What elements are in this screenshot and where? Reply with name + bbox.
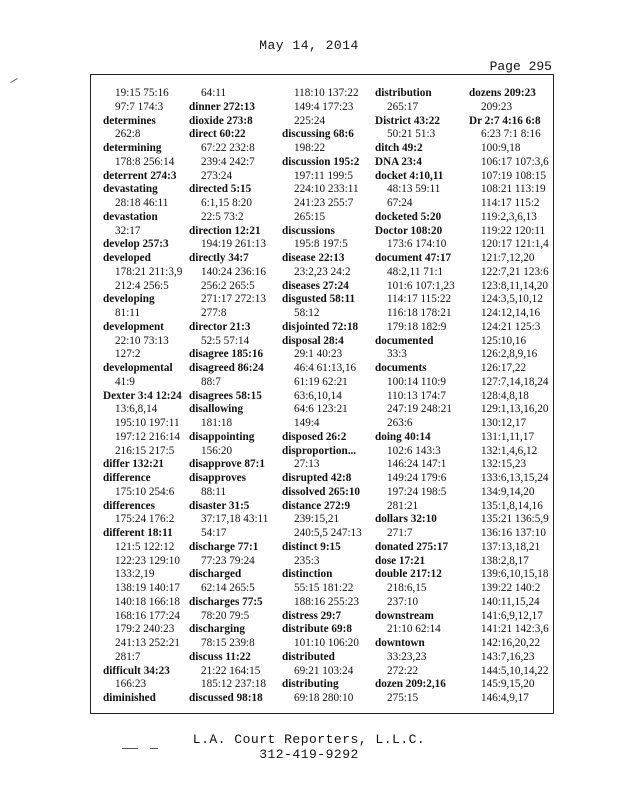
index-reference: 114:17 115:2 bbox=[481, 197, 540, 209]
index-reference: 135:21 136:5,9 bbox=[481, 513, 549, 526]
index-term: discuss 11:22 bbox=[189, 650, 251, 663]
index-reference: 281:21 bbox=[387, 499, 419, 512]
index-reference: 124:12,14,16 bbox=[481, 307, 541, 319]
index-column-5 bbox=[469, 87, 549, 706]
index-term: distance 272:9 bbox=[282, 499, 351, 512]
index-reference: 67:24 bbox=[387, 197, 413, 209]
index-reference: 123:8,11,14,20 bbox=[481, 279, 549, 292]
index-reference: 181:18 bbox=[201, 417, 233, 429]
index-term: dioxide 273:8 bbox=[189, 114, 253, 127]
index-reference: 13:6,8,14 bbox=[115, 403, 158, 416]
index-term: deterrent 274:3 bbox=[103, 169, 177, 182]
index-reference: 116:18 178:21 bbox=[387, 307, 452, 319]
index-term: docketed 5:20 bbox=[375, 210, 442, 223]
index-reference: 237:10 bbox=[387, 595, 419, 608]
index-reference: 88:7 bbox=[201, 375, 221, 388]
index-reference: 149:24 179:6 bbox=[387, 472, 447, 484]
index-term: director 21:3 bbox=[189, 320, 251, 333]
index-reference: 141:6,9,12,17 bbox=[481, 609, 543, 622]
index-reference: 135:1,8,14,16 bbox=[481, 499, 543, 512]
index-reference: 107:19 108:15 bbox=[481, 169, 546, 182]
index-term: discharged bbox=[189, 568, 242, 581]
index-reference: 118:10 137:22 bbox=[294, 87, 359, 99]
index-reference: 140:18 166:18 bbox=[115, 595, 180, 608]
index-reference: 64:11 bbox=[201, 87, 227, 99]
index-reference: 138:19 140:17 bbox=[115, 582, 180, 594]
index-reference: 37:17,18 43:11 bbox=[201, 513, 269, 526]
index-reference: 58:12 bbox=[294, 307, 320, 319]
index-reference: 100:9,18 bbox=[481, 142, 521, 154]
index-reference: 156:20 bbox=[201, 444, 233, 457]
index-reference: 168:16 177:24 bbox=[115, 609, 180, 622]
index-term: disaster 31:5 bbox=[189, 499, 250, 512]
scan-mark-bottom-left bbox=[122, 748, 138, 749]
index-term: document 47:17 bbox=[375, 252, 452, 264]
index-reference: 54:17 bbox=[201, 527, 227, 539]
index-reference: 19:15 75:16 bbox=[115, 87, 169, 99]
index-term: determines bbox=[103, 114, 156, 127]
index-reference: 198:22 bbox=[294, 142, 326, 154]
index-reference: 134:9,14,20 bbox=[481, 485, 535, 498]
index-reference: 48:13 59:11 bbox=[387, 183, 441, 196]
transcript-date: May 14, 2014 bbox=[259, 38, 359, 53]
scan-mark-left bbox=[10, 78, 17, 83]
index-term: devastation bbox=[103, 210, 158, 223]
index-reference: 126:17,22 bbox=[481, 362, 527, 374]
index-term: dose 17:21 bbox=[375, 554, 426, 567]
index-reference: 121:7,12,20 bbox=[481, 252, 535, 264]
index-term: dozens 209:23 bbox=[469, 87, 536, 99]
index-term: disgusted 58:11 bbox=[282, 293, 356, 306]
index-term: developed bbox=[103, 252, 151, 264]
index-term: Dexter 3:4 12:24 bbox=[103, 389, 182, 402]
index-term: direction 12:21 bbox=[189, 224, 261, 237]
index-term: Doctor 108:20 bbox=[375, 224, 443, 237]
index-reference: 55:15 181:22 bbox=[294, 582, 354, 594]
index-reference: 146:24 147:1 bbox=[387, 458, 447, 471]
index-reference: 33:3 bbox=[387, 348, 407, 361]
index-reference: 106:17 107:3,6 bbox=[481, 155, 549, 168]
index-reference: 81:11 bbox=[115, 307, 141, 319]
index-term: discharges 77:5 bbox=[189, 595, 263, 608]
index-term: DNA 23:4 bbox=[375, 155, 422, 168]
index-term: discussing 68:6 bbox=[282, 128, 354, 141]
index-reference: 63:6,10,14 bbox=[294, 389, 342, 402]
index-reference: 69:21 103:24 bbox=[294, 664, 354, 677]
index-reference: 144:5,10,14,22 bbox=[481, 664, 549, 677]
index-term: diseases 27:24 bbox=[282, 279, 349, 292]
index-reference: 149:4 bbox=[294, 417, 320, 429]
index-reference: 277:8 bbox=[201, 307, 227, 319]
index-reference: 48:2,11 71:1 bbox=[387, 265, 444, 278]
index-term: distributing bbox=[282, 678, 339, 691]
footer-reporter: L.A. Court Reporters, L.L.C. bbox=[192, 732, 426, 747]
index-reference: 271:17 272:13 bbox=[201, 293, 266, 306]
index-reference: 32:17 bbox=[115, 224, 141, 237]
index-reference: 133:6,13,15,24 bbox=[481, 472, 549, 484]
index-column-1 bbox=[103, 87, 182, 706]
index-reference: 137:13,18,21 bbox=[481, 540, 541, 553]
index-reference: 101:10 106:20 bbox=[294, 637, 359, 649]
index-reference: 78:20 79:5 bbox=[201, 609, 250, 622]
index-reference: 212:4 256:5 bbox=[115, 279, 169, 292]
index-reference: 52:5 57:14 bbox=[201, 334, 250, 347]
index-term: disapprove 87:1 bbox=[189, 458, 265, 471]
index-reference: 239:15,21 bbox=[294, 513, 340, 526]
index-term: differences bbox=[103, 499, 155, 512]
index-reference: 6:23 7:1 8:16 bbox=[481, 128, 541, 141]
index-reference: 27:13 bbox=[294, 458, 320, 471]
index-reference: 64:6 123:21 bbox=[294, 403, 348, 416]
index-reference: 235:3 bbox=[294, 554, 320, 567]
index-term: directed 5:15 bbox=[189, 183, 252, 196]
index-reference: 23:2,23 24:2 bbox=[294, 265, 351, 278]
index-reference: 139:6,10,15,18 bbox=[481, 568, 549, 581]
index-reference: 225:24 bbox=[294, 114, 326, 127]
index-reference: 197:11 199:5 bbox=[294, 169, 353, 182]
index-term: development bbox=[103, 320, 164, 333]
index-reference: 216:15 217:5 bbox=[115, 444, 175, 457]
index-reference: 239:4 242:7 bbox=[201, 155, 255, 168]
index-term: distinct 9:15 bbox=[282, 540, 341, 553]
index-reference: 33:23,23 bbox=[387, 650, 427, 663]
index-term: discussed 98:18 bbox=[189, 692, 263, 704]
index-reference: 61:19 62:21 bbox=[294, 375, 348, 388]
footer-phone: 312-419-9292 bbox=[259, 747, 359, 762]
index-reference: 121:5 122:12 bbox=[115, 540, 175, 553]
index-reference: 101:6 107:1,23 bbox=[387, 279, 455, 292]
index-reference: 46:4 61:13,16 bbox=[294, 362, 357, 374]
index-term: distress 29:7 bbox=[282, 609, 342, 622]
index-term: differ 132:21 bbox=[103, 458, 165, 471]
index-box bbox=[90, 74, 554, 714]
index-reference: 265:15 bbox=[294, 210, 326, 223]
index-term: documents bbox=[375, 362, 427, 374]
index-term: disallowing bbox=[189, 403, 244, 416]
index-term: different 18:11 bbox=[103, 527, 173, 539]
index-reference: 120:17 121:1,4 bbox=[481, 238, 549, 251]
index-reference: 145:9,15,20 bbox=[481, 678, 535, 691]
index-reference: 241:13 252:21 bbox=[115, 637, 180, 649]
index-reference: 263:6 bbox=[387, 417, 413, 429]
index-reference: 97:7 174:3 bbox=[115, 100, 164, 113]
index-reference: 127:2 bbox=[115, 348, 141, 361]
index-term: ditch 49:2 bbox=[375, 142, 423, 154]
index-reference: 149:4 177:23 bbox=[294, 100, 354, 113]
index-reference: 240:5,5 247:13 bbox=[294, 527, 362, 539]
index-term: disjointed 72:18 bbox=[282, 320, 359, 333]
index-reference: 50:21 51:3 bbox=[387, 128, 436, 141]
index-reference: 197:12 216:14 bbox=[115, 430, 180, 443]
index-reference: 175:10 254:6 bbox=[115, 485, 175, 498]
index-reference: 256:2 265:5 bbox=[201, 279, 255, 292]
index-reference: 124:21 125:3 bbox=[481, 320, 541, 333]
index-term: distribute 69:8 bbox=[282, 623, 352, 636]
index-column-4 bbox=[375, 87, 455, 706]
index-reference: 129:1,13,16,20 bbox=[481, 403, 549, 416]
index-reference: 224:10 233:11 bbox=[294, 183, 359, 196]
index-column-3 bbox=[282, 87, 362, 706]
index-term: docket 4:10,11 bbox=[375, 169, 444, 182]
index-reference: 195:10 197:11 bbox=[115, 417, 180, 429]
index-reference: 143:7,16,23 bbox=[481, 650, 535, 663]
index-reference: 281:7 bbox=[115, 650, 141, 663]
index-term: disapproves bbox=[189, 472, 246, 484]
index-term: double 217:12 bbox=[375, 568, 442, 581]
index-reference: 108:21 113:19 bbox=[481, 183, 546, 196]
index-term: downtown bbox=[375, 637, 425, 649]
index-reference: 188:16 255:23 bbox=[294, 595, 359, 608]
index-reference: 21:22 164:15 bbox=[201, 664, 261, 677]
index-term: developmental bbox=[103, 362, 173, 374]
index-term: developing bbox=[103, 293, 155, 306]
index-reference: 271:7 bbox=[387, 527, 413, 539]
index-term: disproportion... bbox=[282, 444, 357, 457]
index-term: determining bbox=[103, 142, 162, 154]
index-reference: 78:15 239:8 bbox=[201, 637, 255, 649]
index-reference: 275:15 bbox=[387, 692, 419, 704]
index-reference: 69:18 280:10 bbox=[294, 692, 354, 704]
index-reference: 29:1 40:23 bbox=[294, 348, 343, 361]
index-term: difficult 34:23 bbox=[103, 664, 170, 677]
index-reference: 28:18 46:11 bbox=[115, 197, 169, 209]
index-column-2 bbox=[189, 87, 268, 706]
index-reference: 126:2,8,9,16 bbox=[481, 348, 538, 361]
index-reference: 127:7,14,18,24 bbox=[481, 375, 549, 388]
index-reference: 125:10,16 bbox=[481, 334, 527, 347]
index-term: disrupted 42:8 bbox=[282, 472, 352, 484]
index-reference: 138:2,8,17 bbox=[481, 554, 529, 567]
index-reference: 122:7,21 123:6 bbox=[481, 265, 549, 278]
index-term: dinner 272:13 bbox=[189, 100, 255, 113]
index-reference: 110:13 174:7 bbox=[387, 389, 446, 402]
index-reference: 6:1,15 8:20 bbox=[201, 197, 252, 209]
index-reference: 22:5 73:2 bbox=[201, 210, 244, 223]
index-reference: 272:22 bbox=[387, 664, 419, 677]
index-reference: 197:24 198:5 bbox=[387, 485, 447, 498]
index-reference: 62:14 265:5 bbox=[201, 582, 255, 594]
index-reference: 241:23 255:7 bbox=[294, 197, 354, 209]
index-term: discussion 195:2 bbox=[282, 155, 360, 168]
index-reference: 130:12,17 bbox=[481, 417, 527, 429]
index-reference: 141:21 142:3,6 bbox=[481, 623, 549, 636]
index-term: disease 22:13 bbox=[282, 252, 345, 264]
index-reference: 194:19 261:13 bbox=[201, 238, 266, 251]
page-number: Page 295 bbox=[489, 59, 552, 74]
index-reference: 22:10 73:13 bbox=[115, 334, 169, 347]
index-term: difference bbox=[103, 472, 151, 484]
index-reference: 114:17 115:22 bbox=[387, 293, 452, 306]
index-reference: 131:1,11,17 bbox=[481, 430, 535, 443]
index-term: disposed 26:2 bbox=[282, 430, 347, 443]
index-term: disagreed 86:24 bbox=[189, 362, 264, 374]
index-reference: 132:1,4,6,12 bbox=[481, 444, 538, 457]
index-reference: 273:24 bbox=[201, 169, 233, 182]
index-term: donated 275:17 bbox=[375, 540, 449, 553]
index-term: discussions bbox=[282, 224, 335, 237]
index-reference: 262:8 bbox=[115, 128, 141, 141]
index-reference: 119:22 120:11 bbox=[481, 224, 546, 237]
index-reference: 195:8 197:5 bbox=[294, 238, 348, 251]
index-term: develop 257:3 bbox=[103, 238, 169, 251]
index-reference: 77:23 79:24 bbox=[201, 554, 255, 567]
index-term: directly 34:7 bbox=[189, 252, 249, 264]
index-term: Dr 2:7 4:16 6:8 bbox=[469, 114, 541, 127]
index-reference: 175:24 176:2 bbox=[115, 513, 175, 526]
index-reference: 209:23 bbox=[481, 100, 513, 113]
index-reference: 265:17 bbox=[387, 100, 419, 113]
index-reference: 166:23 bbox=[115, 678, 147, 691]
index-term: doing 40:14 bbox=[375, 430, 431, 443]
index-reference: 67:22 232:8 bbox=[201, 142, 255, 154]
index-term: discharge 77:1 bbox=[189, 540, 259, 553]
index-reference: 179:18 182:9 bbox=[387, 320, 447, 333]
index-reference: 132:15,23 bbox=[481, 458, 527, 471]
index-term: distribution bbox=[375, 87, 432, 99]
index-reference: 142:16,20,22 bbox=[481, 637, 541, 649]
index-reference: 178:21 211:3,9 bbox=[115, 265, 183, 278]
index-term: disagrees 58:15 bbox=[189, 389, 262, 402]
scan-mark-bottom bbox=[150, 748, 158, 749]
index-reference: 140:11,15,24 bbox=[481, 595, 540, 608]
index-term: District 43:22 bbox=[375, 114, 440, 127]
index-reference: 179:2 240:23 bbox=[115, 623, 175, 636]
index-reference: 119:2,3,6,13 bbox=[481, 210, 537, 223]
index-reference: 146:4,9,17 bbox=[481, 692, 529, 704]
index-reference: 185:12 237:18 bbox=[201, 678, 266, 691]
index-reference: 173:6 174:10 bbox=[387, 238, 447, 251]
index-reference: 88:11 bbox=[201, 485, 227, 498]
index-term: distinction bbox=[282, 568, 333, 581]
index-reference: 139:22 140:2 bbox=[481, 582, 541, 594]
index-term: diminished bbox=[103, 692, 156, 704]
index-reference: 140:24 236:16 bbox=[201, 265, 266, 278]
index-reference: 100:14 110:9 bbox=[387, 375, 446, 388]
index-reference: 122:23 129:10 bbox=[115, 554, 180, 567]
index-reference: 41:9 bbox=[115, 375, 135, 388]
index-reference: 247:19 248:21 bbox=[387, 403, 452, 416]
index-reference: 178:8 256:14 bbox=[115, 155, 175, 168]
index-reference: 102:6 143:3 bbox=[387, 444, 441, 457]
index-term: disappointing bbox=[189, 430, 255, 443]
index-term: disposal 28:4 bbox=[282, 334, 344, 347]
index-reference: 133:2,19 bbox=[115, 568, 155, 581]
index-term: downstream bbox=[375, 609, 434, 622]
index-reference: 21:10 62:14 bbox=[387, 623, 441, 636]
index-term: direct 60:22 bbox=[189, 128, 246, 141]
index-reference: 218:6,15 bbox=[387, 582, 427, 594]
index-term: devastating bbox=[103, 183, 158, 196]
index-term: distributed bbox=[282, 650, 335, 663]
index-term: discharging bbox=[189, 623, 245, 636]
index-reference: 124:3,5,10,12 bbox=[481, 293, 543, 306]
index-term: dollars 32:10 bbox=[375, 513, 437, 526]
index-term: dozen 209:2,16 bbox=[375, 678, 446, 691]
index-term: disagree 185:16 bbox=[189, 348, 264, 361]
index-term: documented bbox=[375, 334, 434, 347]
index-reference: 136:16 137:10 bbox=[481, 527, 546, 539]
index-reference: 128:4,8,18 bbox=[481, 389, 529, 402]
index-term: dissolved 265:10 bbox=[282, 485, 361, 498]
